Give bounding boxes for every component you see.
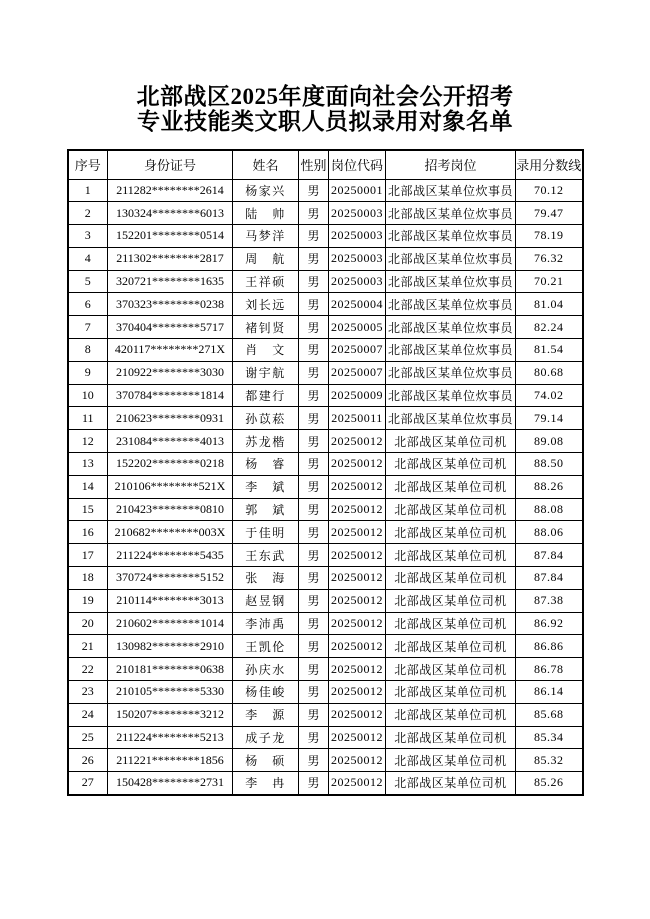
document-title	[0, 0, 650, 134]
cell-position-code: 20250012	[329, 544, 386, 567]
roster-row	[68, 658, 583, 681]
cell-position: 北部战区某单位炊事员	[386, 270, 516, 293]
roster-row	[68, 589, 583, 612]
cell-position: 北部战区某单位司机	[386, 681, 516, 704]
cell-index: 21	[68, 635, 108, 658]
cell-id-number: 210682********003X	[108, 521, 233, 544]
cell-id-number: 210423********0810	[108, 498, 233, 521]
cell-id-number: 211221********1856	[108, 749, 233, 772]
cell-position: 北部战区某单位司机	[386, 658, 516, 681]
cell-gender: 男	[299, 430, 329, 453]
cell-name: 周 航	[233, 247, 299, 270]
cell-position: 北部战区某单位司机	[386, 749, 516, 772]
cell-position: 北部战区某单位司机	[386, 544, 516, 567]
cell-score-line: 88.08	[516, 498, 583, 521]
cell-name: 杨 硕	[233, 749, 299, 772]
cell-score-line: 85.68	[516, 703, 583, 726]
cell-gender: 男	[299, 703, 329, 726]
cell-gender: 男	[299, 772, 329, 795]
cell-gender: 男	[299, 681, 329, 704]
col-header-score-line: 录用分数线	[516, 150, 583, 179]
cell-index: 6	[68, 293, 108, 316]
cell-name: 王东武	[233, 544, 299, 567]
cell-gender: 男	[299, 475, 329, 498]
cell-name: 赵昱钢	[233, 589, 299, 612]
cell-position: 北部战区某单位炊事员	[386, 179, 516, 202]
roster-row	[68, 361, 583, 384]
cell-index: 14	[68, 475, 108, 498]
roster-row	[68, 293, 583, 316]
cell-name: 谢宇航	[233, 361, 299, 384]
cell-index: 18	[68, 567, 108, 590]
cell-index: 17	[68, 544, 108, 567]
cell-score-line: 79.14	[516, 407, 583, 430]
cell-position: 北部战区某单位炊事员	[386, 361, 516, 384]
cell-id-number: 211302********2817	[108, 247, 233, 270]
cell-position: 北部战区某单位炊事员	[386, 225, 516, 248]
roster-row	[68, 567, 583, 590]
cell-index: 4	[68, 247, 108, 270]
cell-name: 王凯伦	[233, 635, 299, 658]
cell-position: 北部战区某单位司机	[386, 453, 516, 476]
cell-id-number: 152201********0514	[108, 225, 233, 248]
cell-id-number: 210105********5330	[108, 681, 233, 704]
roster-row	[68, 407, 583, 430]
cell-score-line: 70.12	[516, 179, 583, 202]
cell-id-number: 210181********0638	[108, 658, 233, 681]
cell-position-code: 20250012	[329, 521, 386, 544]
title-line-2: 专业技能类文职人员拟录用对象名单	[137, 109, 513, 134]
cell-name: 杨家兴	[233, 179, 299, 202]
cell-index: 22	[68, 658, 108, 681]
cell-position: 北部战区某单位司机	[386, 589, 516, 612]
cell-name: 杨 睿	[233, 453, 299, 476]
cell-score-line: 86.14	[516, 681, 583, 704]
roster-row	[68, 681, 583, 704]
cell-position-code: 20250007	[329, 361, 386, 384]
cell-id-number: 211282********2614	[108, 179, 233, 202]
cell-score-line: 82.24	[516, 316, 583, 339]
cell-position: 北部战区某单位司机	[386, 498, 516, 521]
cell-position-code: 20250003	[329, 202, 386, 225]
roster-row	[68, 612, 583, 635]
cell-score-line: 88.26	[516, 475, 583, 498]
cell-score-line: 81.04	[516, 293, 583, 316]
roster-row	[68, 703, 583, 726]
cell-id-number: 210623********0931	[108, 407, 233, 430]
cell-name: 褚钊贤	[233, 316, 299, 339]
cell-name: 马梦洋	[233, 225, 299, 248]
cell-score-line: 86.92	[516, 612, 583, 635]
cell-position-code: 20250007	[329, 339, 386, 362]
cell-score-line: 88.50	[516, 453, 583, 476]
roster-row	[68, 749, 583, 772]
cell-index: 15	[68, 498, 108, 521]
cell-position: 北部战区某单位司机	[386, 703, 516, 726]
cell-index: 24	[68, 703, 108, 726]
cell-gender: 男	[299, 567, 329, 590]
cell-name: 孙庆水	[233, 658, 299, 681]
cell-name: 李 斌	[233, 475, 299, 498]
cell-score-line: 86.86	[516, 635, 583, 658]
cell-score-line: 88.06	[516, 521, 583, 544]
cell-position-code: 20250012	[329, 430, 386, 453]
roster-row	[68, 772, 583, 795]
cell-position-code: 20250012	[329, 567, 386, 590]
roster-row	[68, 453, 583, 476]
cell-index: 10	[68, 384, 108, 407]
roster-row	[68, 247, 583, 270]
cell-id-number: 370323********0238	[108, 293, 233, 316]
col-header-id-number: 身份证号	[108, 150, 233, 179]
cell-id-number: 210922********3030	[108, 361, 233, 384]
cell-index: 3	[68, 225, 108, 248]
cell-name: 郭 斌	[233, 498, 299, 521]
cell-score-line: 85.32	[516, 749, 583, 772]
cell-gender: 男	[299, 612, 329, 635]
cell-gender: 男	[299, 339, 329, 362]
cell-id-number: 231084********4013	[108, 430, 233, 453]
cell-name: 成子龙	[233, 726, 299, 749]
cell-name: 张 海	[233, 567, 299, 590]
cell-gender: 男	[299, 521, 329, 544]
cell-id-number: 211224********5435	[108, 544, 233, 567]
cell-position: 北部战区某单位炊事员	[386, 339, 516, 362]
cell-position-code: 20250003	[329, 225, 386, 248]
cell-position: 北部战区某单位炊事员	[386, 316, 516, 339]
roster-row	[68, 202, 583, 225]
cell-index: 23	[68, 681, 108, 704]
roster-row	[68, 635, 583, 658]
cell-id-number: 211224********5213	[108, 726, 233, 749]
cell-position: 北部战区某单位司机	[386, 726, 516, 749]
roster-row	[68, 521, 583, 544]
roster-row	[68, 544, 583, 567]
cell-position-code: 20250012	[329, 658, 386, 681]
cell-position-code: 20250012	[329, 749, 386, 772]
cell-position-code: 20250012	[329, 681, 386, 704]
cell-index: 5	[68, 270, 108, 293]
cell-score-line: 89.08	[516, 430, 583, 453]
roster-body	[68, 179, 583, 795]
col-header-index: 序号	[68, 150, 108, 179]
cell-position-code: 20250001	[329, 179, 386, 202]
cell-gender: 男	[299, 407, 329, 430]
cell-name: 杨佳峻	[233, 681, 299, 704]
cell-position-code: 20250004	[329, 293, 386, 316]
cell-gender: 男	[299, 658, 329, 681]
roster-row	[68, 270, 583, 293]
cell-position-code: 20250012	[329, 703, 386, 726]
col-header-position: 招考岗位	[386, 150, 516, 179]
cell-position: 北部战区某单位司机	[386, 521, 516, 544]
cell-id-number: 370404********5717	[108, 316, 233, 339]
cell-gender: 男	[299, 293, 329, 316]
cell-id-number: 320721********1635	[108, 270, 233, 293]
cell-index: 19	[68, 589, 108, 612]
cell-position: 北部战区某单位炊事员	[386, 384, 516, 407]
cell-id-number: 130324********6013	[108, 202, 233, 225]
col-header-gender: 性别	[299, 150, 329, 179]
cell-id-number: 150428********2731	[108, 772, 233, 795]
cell-score-line: 79.47	[516, 202, 583, 225]
roster-row	[68, 316, 583, 339]
cell-position-code: 20250003	[329, 270, 386, 293]
cell-position: 北部战区某单位司机	[386, 475, 516, 498]
cell-position: 北部战区某单位炊事员	[386, 407, 516, 430]
cell-index: 9	[68, 361, 108, 384]
cell-score-line: 85.34	[516, 726, 583, 749]
cell-gender: 男	[299, 453, 329, 476]
cell-index: 1	[68, 179, 108, 202]
cell-name: 孙苡菘	[233, 407, 299, 430]
cell-position-code: 20250012	[329, 498, 386, 521]
cell-gender: 男	[299, 726, 329, 749]
cell-index: 27	[68, 772, 108, 795]
cell-position-code: 20250011	[329, 407, 386, 430]
cell-score-line: 81.54	[516, 339, 583, 362]
cell-index: 26	[68, 749, 108, 772]
roster-row	[68, 430, 583, 453]
cell-score-line: 74.02	[516, 384, 583, 407]
title-line-1: 北部战区2025年度面向社会公开招考	[136, 84, 514, 109]
cell-name: 刘长远	[233, 293, 299, 316]
cell-position-code: 20250012	[329, 772, 386, 795]
cell-id-number: 152202********0218	[108, 453, 233, 476]
roster-row	[68, 179, 583, 202]
cell-position-code: 20250012	[329, 475, 386, 498]
roster-row	[68, 726, 583, 749]
cell-index: 2	[68, 202, 108, 225]
cell-position: 北部战区某单位司机	[386, 635, 516, 658]
cell-name: 苏龙楷	[233, 430, 299, 453]
cell-score-line: 87.38	[516, 589, 583, 612]
cell-score-line: 76.32	[516, 247, 583, 270]
cell-gender: 男	[299, 544, 329, 567]
cell-score-line: 80.68	[516, 361, 583, 384]
cell-name: 王祥硕	[233, 270, 299, 293]
cell-name: 都建行	[233, 384, 299, 407]
cell-position-code: 20250012	[329, 453, 386, 476]
cell-position-code: 20250003	[329, 247, 386, 270]
cell-gender: 男	[299, 247, 329, 270]
cell-position-code: 20250005	[329, 316, 386, 339]
cell-gender: 男	[299, 589, 329, 612]
cell-id-number: 210602********1014	[108, 612, 233, 635]
cell-name: 李 冉	[233, 772, 299, 795]
cell-position: 北部战区某单位炊事员	[386, 202, 516, 225]
cell-id-number: 130982********2910	[108, 635, 233, 658]
cell-index: 7	[68, 316, 108, 339]
cell-index: 16	[68, 521, 108, 544]
cell-position: 北部战区某单位炊事员	[386, 247, 516, 270]
cell-gender: 男	[299, 635, 329, 658]
cell-position-code: 20250012	[329, 635, 386, 658]
cell-id-number: 420117********271X	[108, 339, 233, 362]
roster-row	[68, 498, 583, 521]
cell-gender: 男	[299, 316, 329, 339]
cell-position: 北部战区某单位司机	[386, 612, 516, 635]
cell-position: 北部战区某单位司机	[386, 772, 516, 795]
cell-gender: 男	[299, 270, 329, 293]
cell-index: 25	[68, 726, 108, 749]
roster-row	[68, 384, 583, 407]
roster-row	[68, 475, 583, 498]
cell-score-line: 87.84	[516, 544, 583, 567]
cell-gender: 男	[299, 749, 329, 772]
cell-gender: 男	[299, 384, 329, 407]
cell-position: 北部战区某单位司机	[386, 567, 516, 590]
cell-position: 北部战区某单位炊事员	[386, 293, 516, 316]
cell-gender: 男	[299, 498, 329, 521]
cell-position-code: 20250009	[329, 384, 386, 407]
cell-index: 8	[68, 339, 108, 362]
cell-position: 北部战区某单位司机	[386, 430, 516, 453]
cell-id-number: 210114********3013	[108, 589, 233, 612]
cell-name: 肖 文	[233, 339, 299, 362]
cell-gender: 男	[299, 179, 329, 202]
cell-position-code: 20250012	[329, 589, 386, 612]
cell-name: 于佳明	[233, 521, 299, 544]
cell-score-line: 87.84	[516, 567, 583, 590]
cell-index: 20	[68, 612, 108, 635]
cell-position-code: 20250012	[329, 612, 386, 635]
col-header-name: 姓名	[233, 150, 299, 179]
cell-gender: 男	[299, 361, 329, 384]
col-header-position-code: 岗位代码	[329, 150, 386, 179]
cell-name: 李 源	[233, 703, 299, 726]
cell-score-line: 78.19	[516, 225, 583, 248]
cell-index: 13	[68, 453, 108, 476]
roster-table	[67, 149, 584, 796]
cell-index: 12	[68, 430, 108, 453]
cell-id-number: 150207********3212	[108, 703, 233, 726]
cell-name: 李沛禹	[233, 612, 299, 635]
roster-row	[68, 339, 583, 362]
cell-index: 11	[68, 407, 108, 430]
header-row	[68, 150, 583, 179]
cell-id-number: 370784********1814	[108, 384, 233, 407]
cell-id-number: 210106********521X	[108, 475, 233, 498]
cell-score-line: 70.21	[516, 270, 583, 293]
cell-id-number: 370724********5152	[108, 567, 233, 590]
cell-score-line: 85.26	[516, 772, 583, 795]
cell-gender: 男	[299, 202, 329, 225]
roster-row	[68, 225, 583, 248]
cell-position-code: 20250012	[329, 726, 386, 749]
cell-gender: 男	[299, 225, 329, 248]
cell-name: 陆 帅	[233, 202, 299, 225]
cell-score-line: 86.78	[516, 658, 583, 681]
